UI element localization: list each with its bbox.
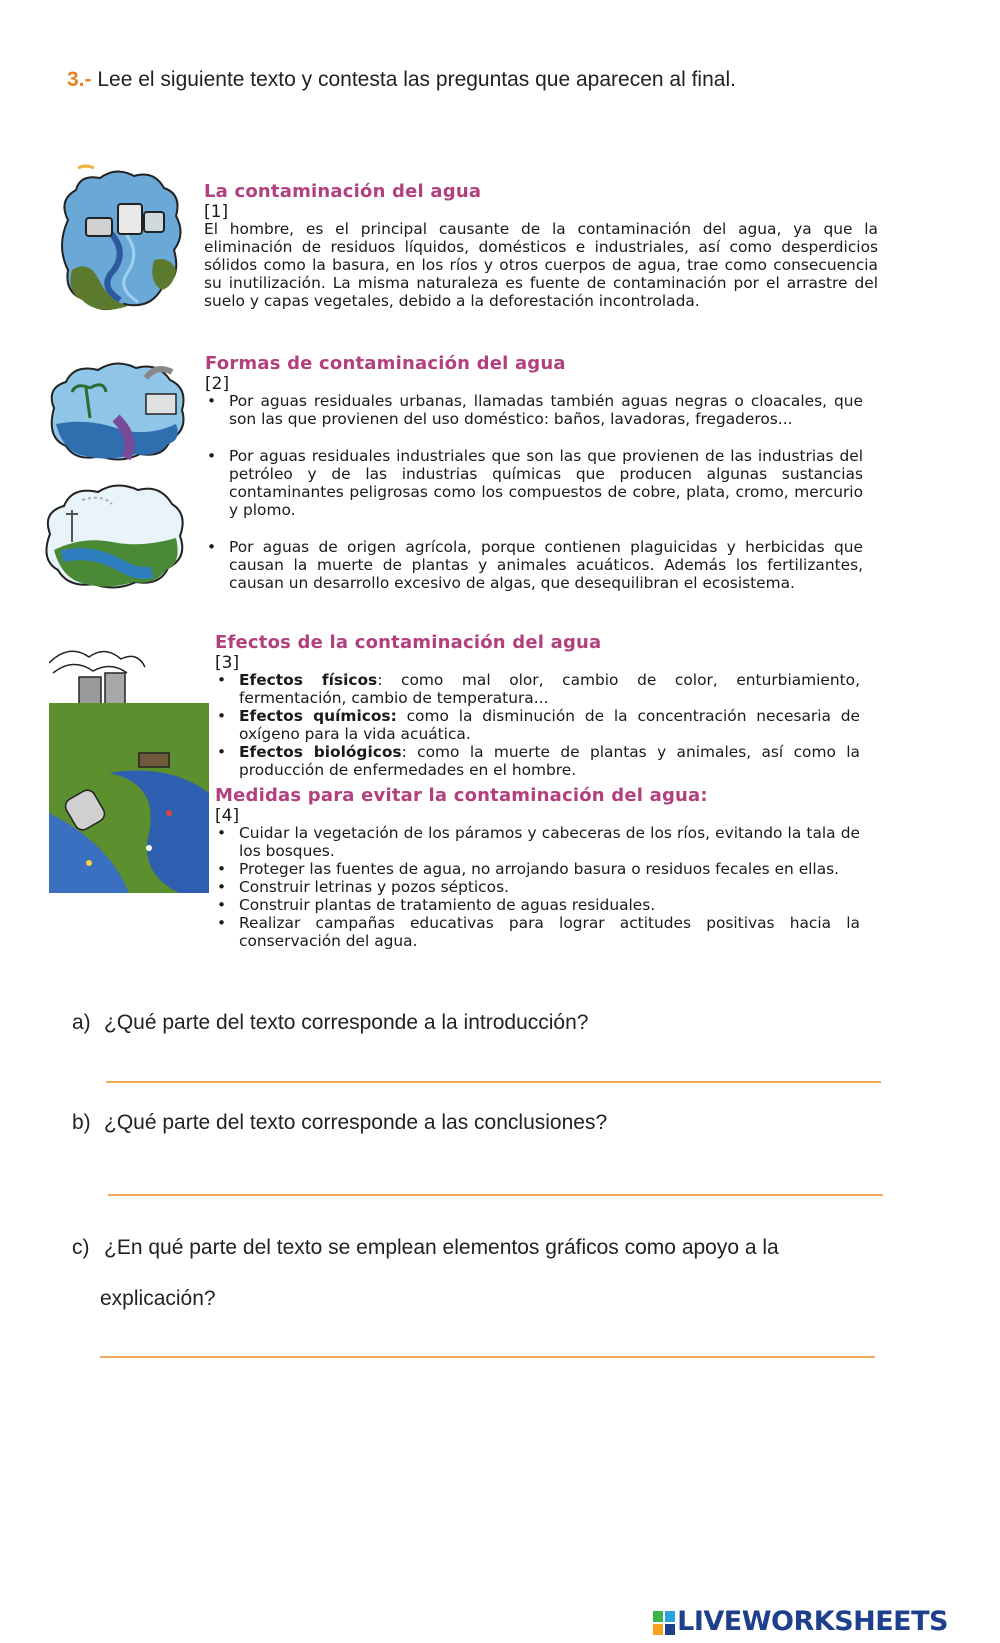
list-item: • Cuidar la vegetación de los páramos y cabeceras de los ríos, evitando la tala de los bosques. [215,824,860,860]
list-item: • Por aguas residuales industriales que son las que provienen de las industrias del petróleo y de las industrias químicas que producen algunas sustancias contaminantes peligrosas como los compuestos de cobre, plata, cromo, mercurio y plomo. [205,447,863,519]
list-item: • Construir plantas de tratamiento de aguas residuales. [215,896,860,914]
section-4-title: Medidas para evitar la contaminación del agua: [215,785,708,806]
question-c-continuation: explicación? [100,1287,216,1310]
instruction-number: 3.- [67,68,92,91]
factory-pollution-illustration [49,643,209,893]
instruction [67,68,736,92]
list-item: • Construir letrinas y pozos sépticos. [215,878,860,896]
question-c-text: ¿En qué parte del texto se emplean elementos gráficos como apoyo a la [104,1236,779,1259]
section-1-number: [1] [204,202,229,222]
section-2-list [205,392,863,592]
list-item [215,743,860,779]
question-b [72,1111,607,1135]
question-b-text: ¿Qué parte del texto corresponde a las conclusiones? [104,1111,608,1134]
polluted-river-illustration [58,160,186,320]
urban-wastewater-illustration [46,358,188,462]
question-c [72,1236,779,1260]
answer-line-c[interactable] [100,1356,875,1358]
liveworksheets-logo[interactable] [653,1606,948,1637]
effect-text: : como la muerte de plantas y animales, así como la producción de enfermedades en el hombre. [239,743,860,779]
liveworksheets-logo-icon [653,1611,675,1635]
question-a-text: ¿Qué parte del texto corresponde a la introducción? [104,1011,589,1034]
agricultural-wastewater-illustration [42,480,186,590]
effect-label: Efectos biológicos [239,743,402,761]
section-2-title: Formas de contaminación del agua [205,353,566,374]
section-4-number: [4] [215,806,240,826]
list-item: • Por aguas de origen agrícola, porque contienen plaguicidas y herbicidas que causan la muerte de plantas y animales acuáticos. Además los fertilizantes, causan un desarrollo excesivo de algas, que desequilibran el ecosistema. [205,538,863,592]
question-a [72,1011,588,1035]
list-item [215,671,860,707]
section-4-list [215,824,860,950]
question-b-label: b) [72,1111,91,1134]
liveworksheets-logo-text: LIVEWORKSHEETS [677,1606,948,1637]
effect-text: como la disminución de la concentración necesaria de oxígeno para la vida acuática. [239,707,861,743]
effect-text: : como mal olor, cambio de color, enturbiamiento, fermentación, cambio de temperatura... [239,671,860,707]
question-c-label: c) [72,1236,90,1259]
effect-label: Efectos físicos [239,671,378,689]
section-4 [215,785,860,950]
section-3-number: [3] [215,653,240,673]
answer-line-b[interactable] [108,1194,883,1196]
question-a-label: a) [72,1011,91,1034]
section-3-title: Efectos de la contaminación del agua [215,632,602,653]
list-item: • Proteger las fuentes de agua, no arrojando basura o residuos fecales en ellas. [215,860,860,878]
section-3 [215,632,860,779]
answer-line-a[interactable] [106,1081,881,1083]
effect-label: Efectos químicos: [239,707,397,725]
section-2-number: [2] [205,374,230,394]
list-item: • Realizar campañas educativas para lograr actitudes positivas hacia la conservación del agua. [215,914,860,950]
section-1-text: El hombre, es el principal causante de la contaminación del agua, ya que la eliminación de residuos líquidos, domésticos e industriales, así como desperdicios sólidos como la basura, en los ríos y otros cuerpos de agua, trae como consecuencia su inutilización. La misma naturaleza es fuente de contaminación por el arrastre del suelo y capas vegetales, debido a la deforestación incontrolada. [204,220,878,310]
section-2 [205,353,863,611]
section-3-list [215,671,860,779]
list-item [215,707,860,743]
section-1 [204,181,878,310]
section-1-title: La contaminación del agua [204,181,482,202]
instruction-text: Lee el siguiente texto y contesta las preguntas que aparecen al final. [91,68,736,91]
list-item: • Por aguas residuales urbanas, llamadas también aguas negras o cloacales, que son las que provienen del uso doméstico: baños, lavadoras, fregaderos... [205,392,863,428]
